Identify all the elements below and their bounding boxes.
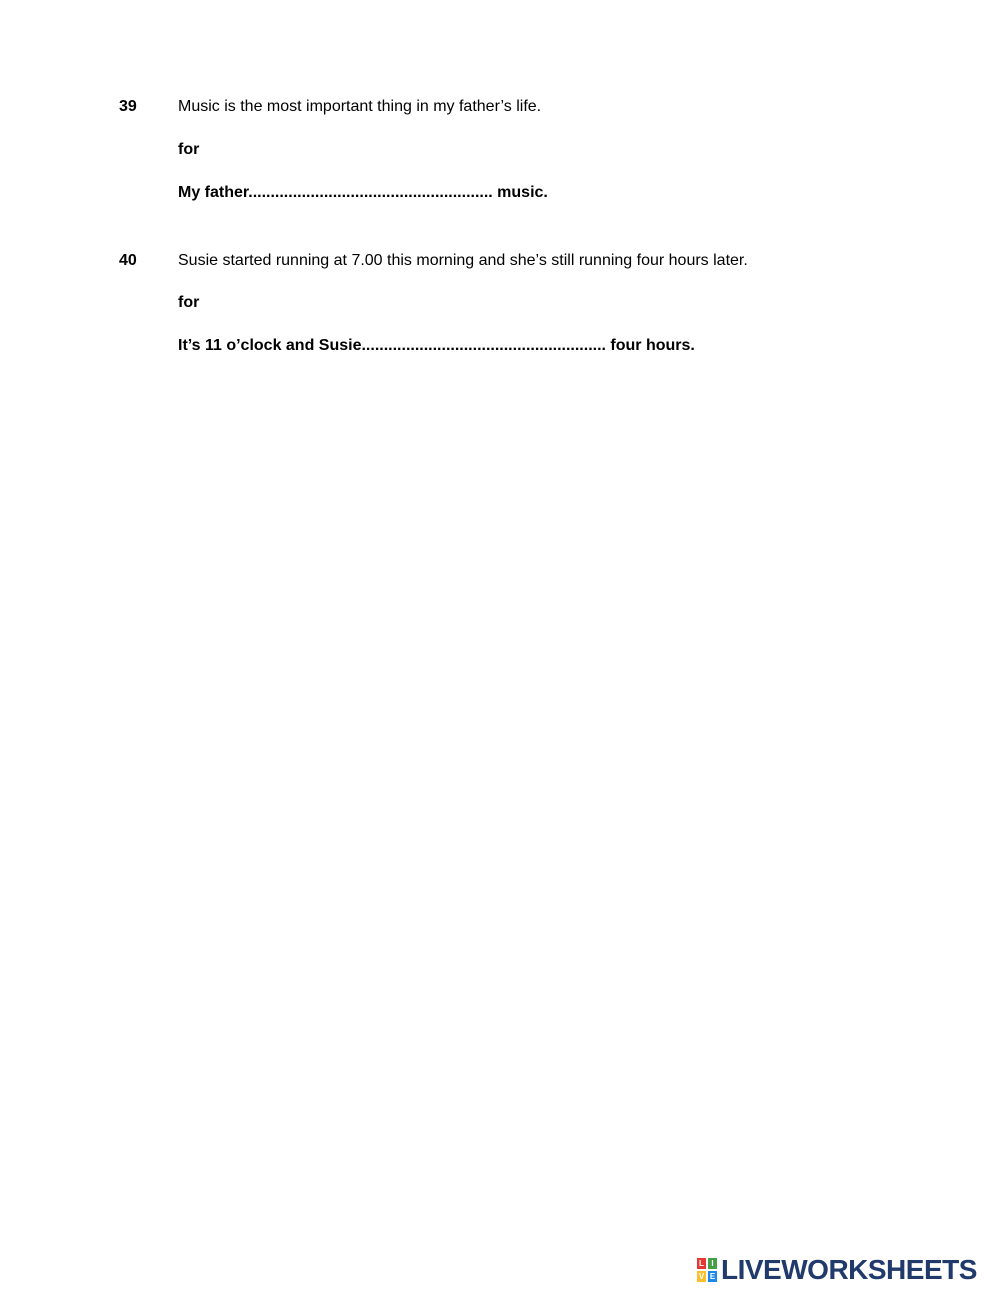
question-keyword: for [178, 141, 200, 158]
logo-block-i: I [708, 1258, 717, 1269]
question-number: 40 [119, 252, 137, 269]
logo-text: LIVEWORKSHEETS [721, 1254, 977, 1285]
logo-block-l: L [697, 1258, 706, 1269]
question-keyword: for [178, 294, 200, 311]
logo-blocks-icon [697, 1258, 717, 1282]
logo-block-v: V [698, 1271, 705, 1281]
question-sentence: Susie started running at 7.00 this morning and she’s still running four hours later. [178, 252, 748, 269]
logo-block-e: E [709, 1271, 716, 1281]
answer-line[interactable]: My father....................................................... music. [178, 184, 548, 201]
liveworksheets-logo [697, 1255, 977, 1285]
answer-line[interactable]: It’s 11 o’clock and Susie....................................................... four hours. [178, 337, 695, 354]
question-sentence: Music is the most important thing in my father’s life. [178, 98, 542, 115]
question-number: 39 [119, 98, 137, 115]
